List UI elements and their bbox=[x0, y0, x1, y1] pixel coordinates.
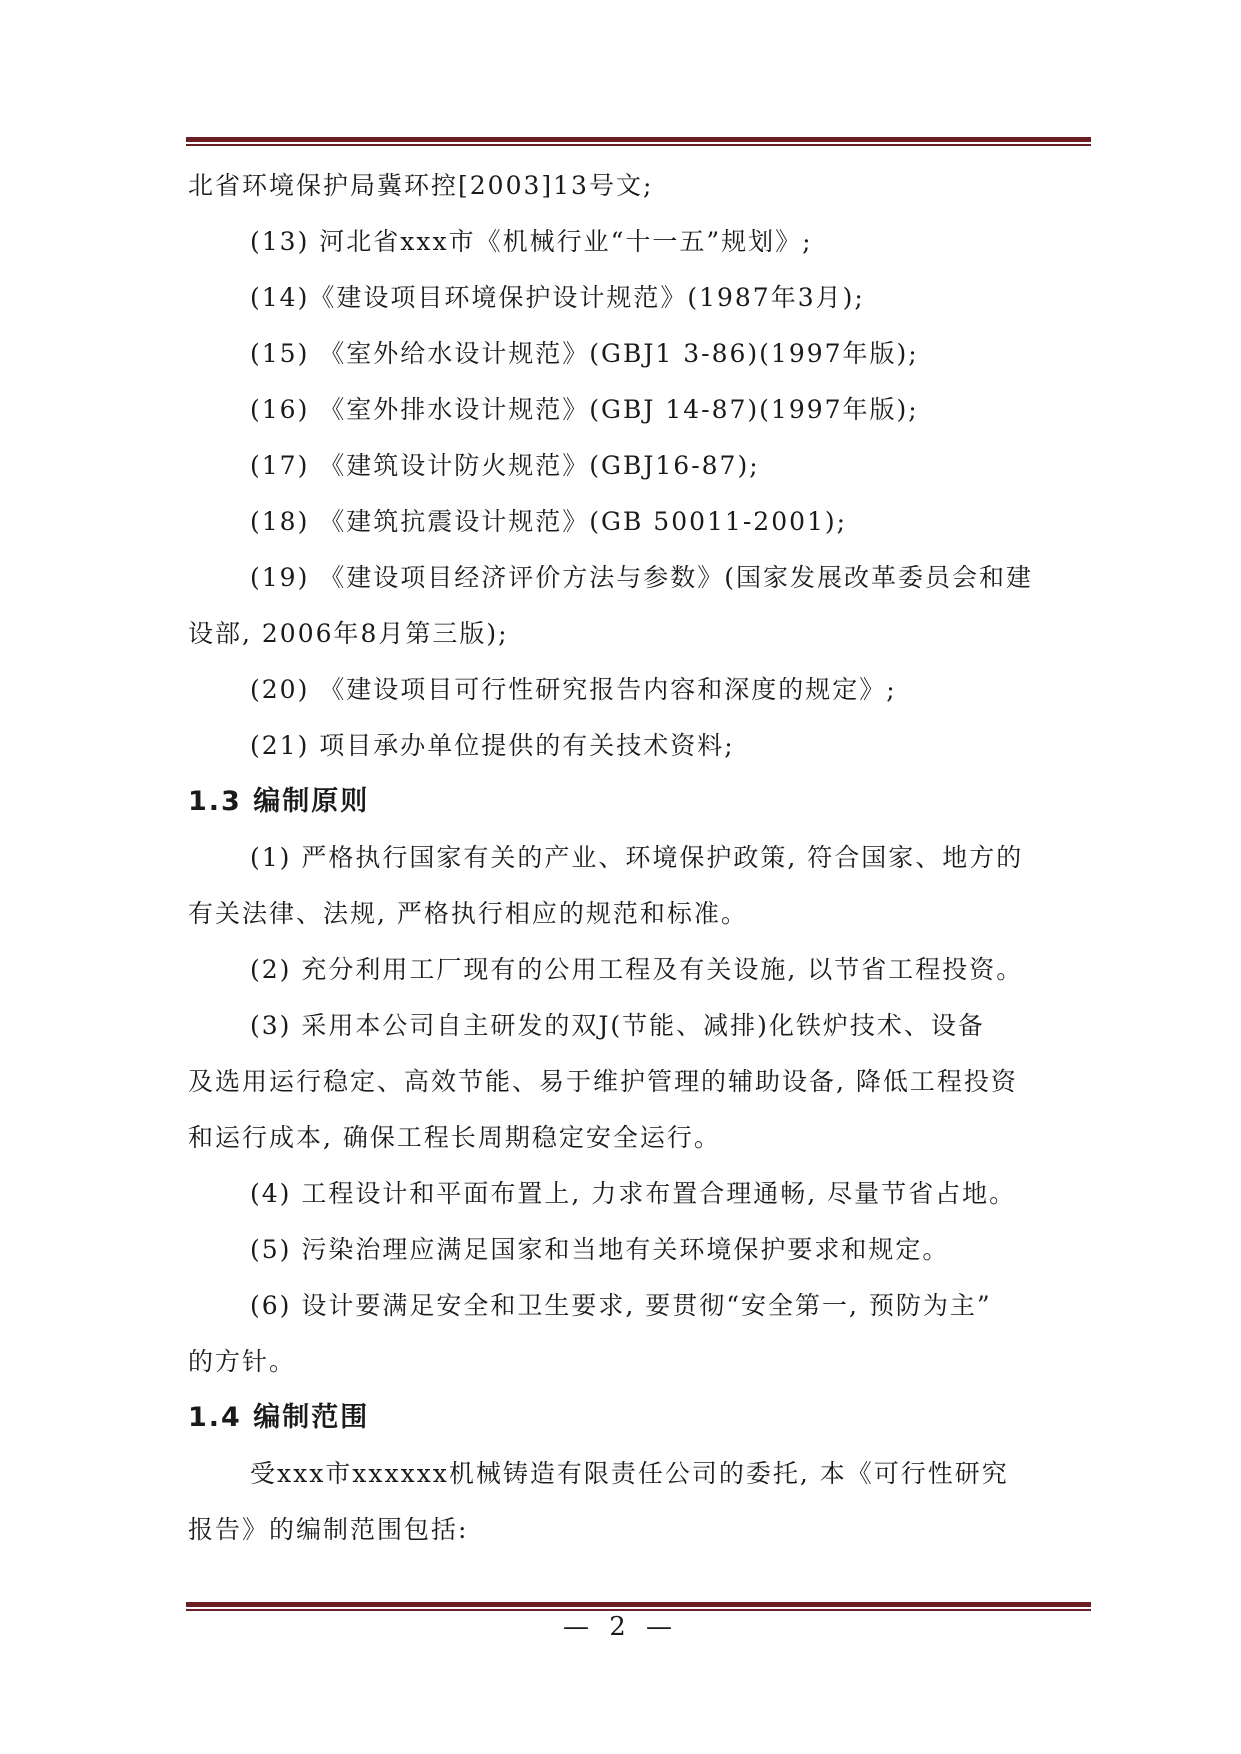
principle-item-1: (1) 严格执行国家有关的产业、环境保护政策, 符合国家、地方的 bbox=[250, 843, 1024, 872]
body-line: 北省环境保护局冀环控[2003]13号文; bbox=[188, 171, 654, 200]
body-line: 设部, 2006年8月第三版); bbox=[188, 619, 509, 648]
header-rule bbox=[186, 137, 1091, 146]
reference-item-17: (17) 《建筑设计防火规范》(GBJ16-87); bbox=[250, 451, 760, 480]
reference-item-18: (18) 《建筑抗震设计规范》(GB 50011-2001); bbox=[250, 507, 848, 536]
section-heading-1-3: 1.3 编制原则 bbox=[188, 786, 370, 817]
body-line: 的方针。 bbox=[188, 1347, 297, 1376]
reference-item-14: (14)《建设项目环境保护设计规范》(1987年3月); bbox=[250, 283, 865, 312]
reference-item-21: (21) 项目承办单位提供的有关技术资料; bbox=[250, 731, 735, 760]
footer-rule bbox=[186, 1602, 1091, 1611]
reference-item-16: (16) 《室外排水设计规范》(GBJ 14-87)(1997年版); bbox=[250, 395, 919, 424]
principle-item-3: (3) 采用本公司自主研发的双J(节能、减排)化铁炉技术、设备 bbox=[250, 1011, 985, 1040]
principle-item-5: (5) 污染治理应满足国家和当地有关环境保护要求和规定。 bbox=[250, 1235, 950, 1264]
page-number: — 2 — bbox=[562, 1612, 679, 1642]
principle-item-2: (2) 充分利用工厂现有的公用工程及有关设施, 以节省工程投资。 bbox=[250, 955, 1024, 984]
principle-item-4: (4) 工程设计和平面布置上, 力求布置合理通畅, 尽量节省占地。 bbox=[250, 1179, 1017, 1208]
body-line: 有关法律、法规, 严格执行相应的规范和标准。 bbox=[188, 899, 748, 928]
document-body bbox=[188, 158, 1090, 1558]
body-line: 及选用运行稳定、高效节能、易于维护管理的辅助设备, 降低工程投资 bbox=[188, 1067, 1018, 1096]
reference-item-19: (19) 《建设项目经济评价方法与参数》(国家发展改革委员会和建 bbox=[250, 563, 1034, 592]
body-line: 报告》的编制范围包括: bbox=[188, 1515, 469, 1544]
reference-item-13: (13) 河北省xxx市《机械行业“十一五”规划》; bbox=[250, 227, 813, 256]
reference-item-15: (15) 《室外给水设计规范》(GBJ1 3-86)(1997年版); bbox=[250, 339, 919, 368]
reference-item-20: (20) 《建设项目可行性研究报告内容和深度的规定》; bbox=[250, 675, 897, 704]
body-line: 和运行成本, 确保工程长周期稳定安全运行。 bbox=[188, 1123, 721, 1152]
principle-item-6: (6) 设计要满足安全和卫生要求, 要贯彻“安全第一, 预防为主” bbox=[250, 1291, 992, 1320]
section-heading-1-4: 1.4 编制范围 bbox=[188, 1402, 370, 1433]
scope-paragraph: 受xxx市xxxxxx机械铸造有限责任公司的委托, 本《可行性研究 bbox=[250, 1459, 1009, 1488]
